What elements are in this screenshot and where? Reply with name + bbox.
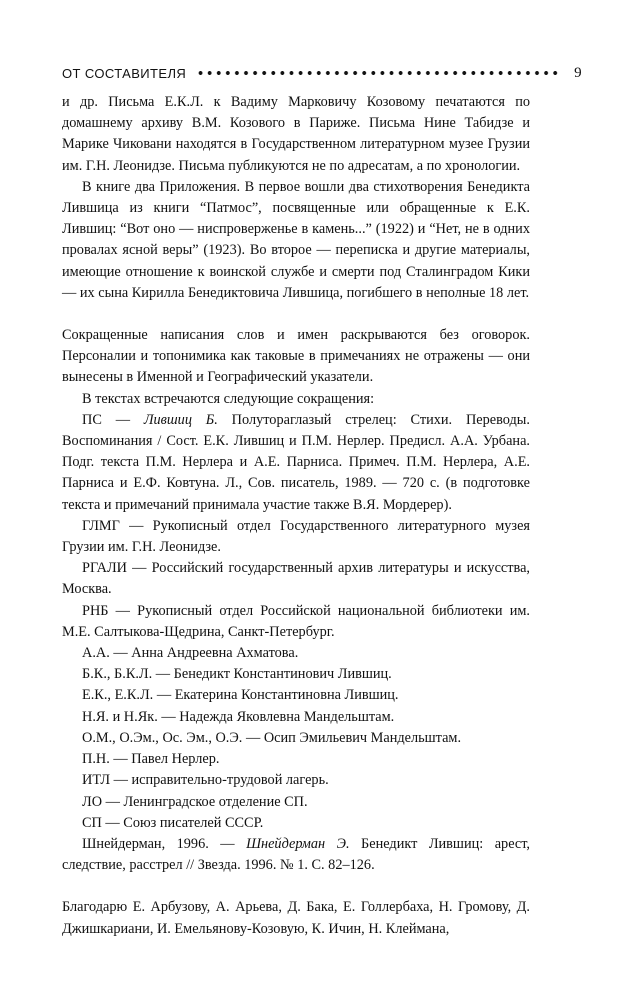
section-gap: [62, 304, 530, 325]
page-number: 9: [574, 64, 582, 81]
author-name: Шнейдерман Э.: [246, 835, 350, 852]
paragraph: В текстах встречаются следующие сокращения:: [82, 390, 375, 407]
abbreviation: ПС —: [82, 411, 144, 428]
abbreviation-entry: Н.Я. и Н.Як. — Надежда Яковлевна Мандельштам.: [82, 708, 395, 725]
running-head: [62, 60, 582, 86]
abbreviation-entry: О.М., О.Эм., Ос. Эм., О.Э. — Осип Эмильевич Мандельштам.: [82, 729, 462, 746]
abbreviation-entry: Е.К., Е.К.Л. — Екатерина Константиновна Лившиц.: [82, 687, 399, 704]
abbreviation-entry: ЛО — Ленинградское отделение СП.: [82, 793, 308, 810]
abbreviation-entry: Б.К., Б.К.Л. — Бенедикт Константинович Лившиц.: [82, 666, 392, 683]
running-head-title: ОТ СОСТАВИТЕЛЯ: [62, 65, 187, 81]
abbreviation-entry: [62, 410, 530, 516]
entry-text: Бенедикт Лившиц: арест, следствие, расстрел // Звезда. 1996. № 1. С. 82–126.: [62, 835, 530, 874]
paragraph: Благодарю Е. Арбузову, А. Арьева, Д. Бака, Е. Голлербаха, Н. Громову, Д. Джишкариани, И. Емельянову-Козовую, К. Ичин, Н. Клеймана,: [62, 899, 530, 937]
abbreviation-entry: П.Н. — Павел Нерлер.: [82, 751, 220, 768]
abbreviation-entry: СП — Союз писателей СССР.: [82, 814, 264, 831]
abbreviation-entry: РГАЛИ — Российский государственный архив литературы и искусства, Москва.: [62, 560, 530, 598]
author-name: Лившиц Б.: [143, 411, 218, 428]
paragraph: и др. Письма Е.К.Л. к Вадиму Марковичу Козовому печатаются по домашнему архиву В.М. Козового в Париже. Письма Нине Табидзе и Марике Чиковани находятся в Государственном литературном музее Грузии им. Г.Н. Леонидзе. Письма публикуются не по адресатам, а по хронологии.: [62, 94, 530, 174]
abbreviation-entry: ГЛМГ — Рукописный отдел Государственного литературного музея Грузии им. Г.Н. Леонидзе.: [62, 517, 530, 556]
abbreviation-entry: А.А. — Анна Андреевна Ахматова.: [82, 645, 299, 662]
abbreviation: Шнейдерман, 1996. —: [82, 835, 247, 852]
dotted-leader: [196, 71, 560, 75]
paragraph: Сокращенные написания слов и имен раскрываются без оговорок. Персоналии и топонимика как таковые в примечаниях не отражены — они вынесены в Именной и Географический указатели.: [62, 327, 530, 386]
abbreviation-entry: РНБ — Рукописный отдел Российской национальной библиотеки им. М.Е. Салтыкова-Щедрина, Санкт-Петербург.: [62, 602, 530, 640]
paragraph: В книге два Приложения. В первое вошли два стихотворения Бенедикта Лившица из книги “Патмос”, посвященные или обращенные к Е.К. Лившиц: “Вот оно — ниспроверженье в камень...” (1922) и “Нет, не в одних провалах ясной веры” (1923). Во второе — переписка и другие материалы, имеющие отношение к воинской службе и смерти под Сталинградом Кики — их сына Кирилла Бенедиктовича Лившица, погибшего в неполные 18 лет.: [62, 178, 530, 301]
entry-text: Полутораглазый стрелец: Стихи. Переводы. Воспоминания / Сост. Е.К. Лившиц и П.М. Нерлер. Предисл. А.А. Урбана. Подг. текста П.М. Нерлера и А.Е. Парниса. Примеч. П.М. Нерлера, А.Е. Парниса и Е.Ф. Ковтуна. Л., Сов. писатель, 1989. — 720 с. (в подготовке текста и примечаний принимала участие также В.Я. Мордерер).: [62, 411, 530, 513]
abbreviation-entry: ИТЛ — исправительно-трудовой лагерь.: [82, 772, 329, 789]
page-body: [62, 92, 530, 940]
abbreviation-entry: [62, 834, 530, 876]
section-gap: [62, 876, 530, 897]
